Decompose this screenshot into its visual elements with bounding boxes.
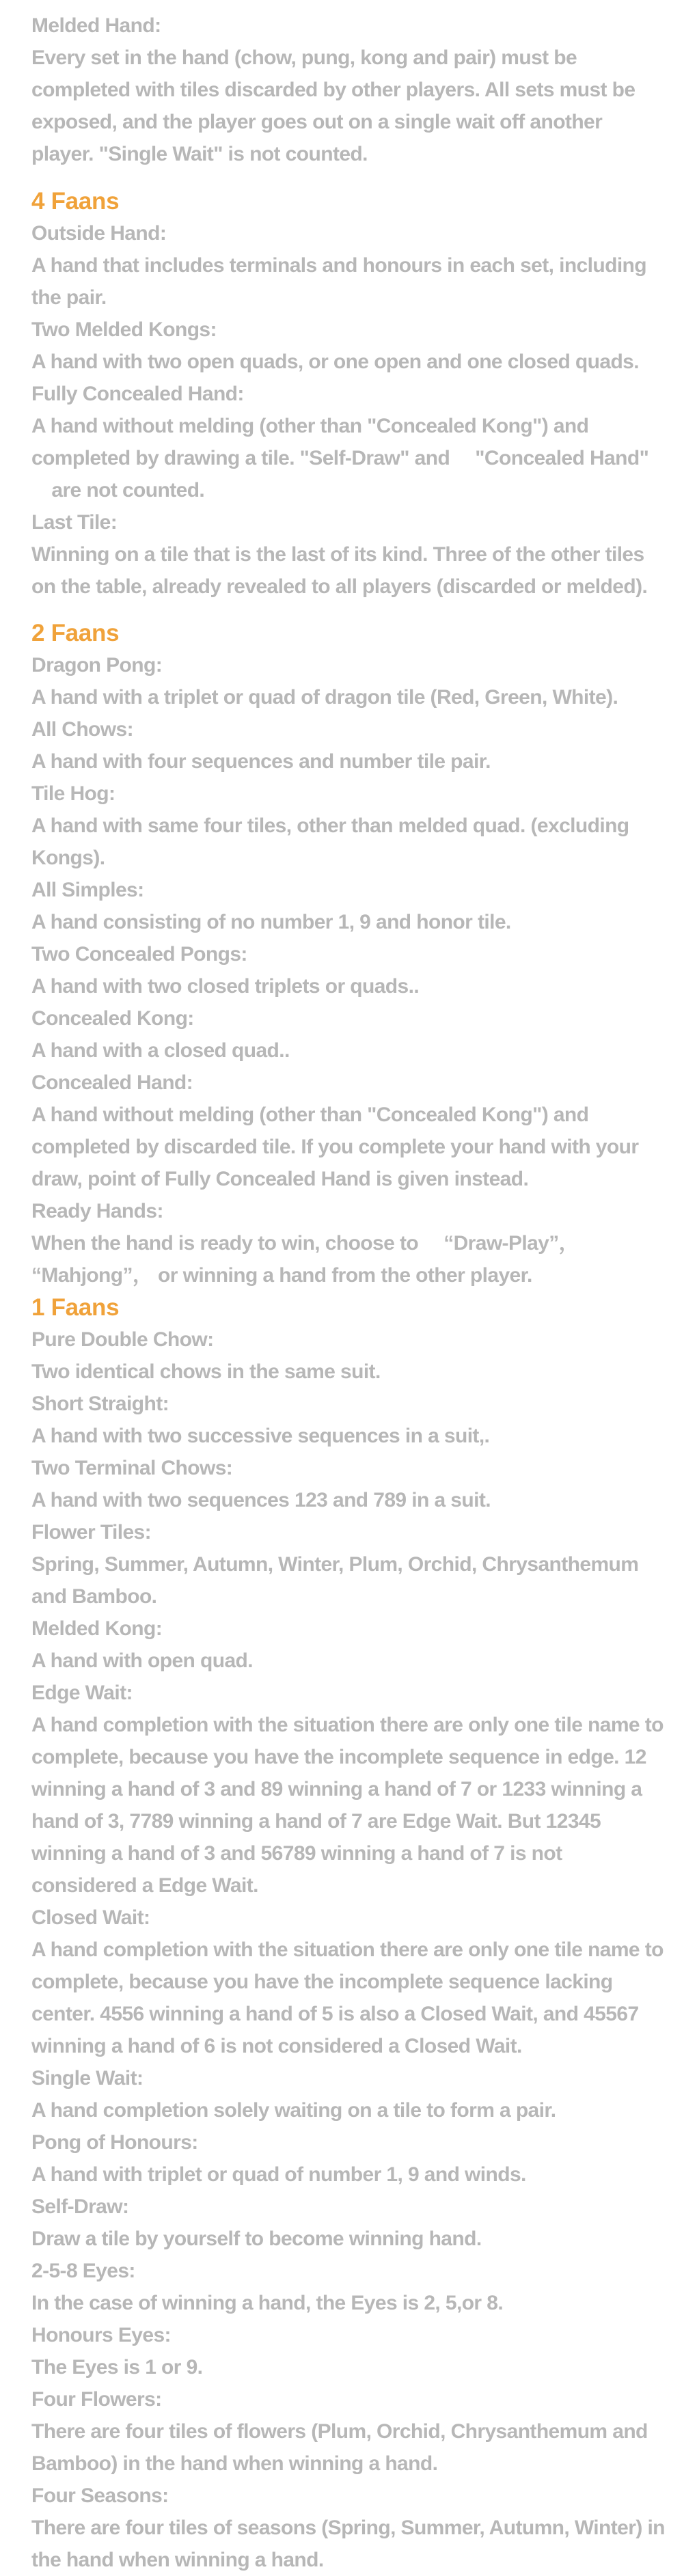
item-description: A hand without melding (other than "Concealed Kong") and completed by drawing a tile. "Self-Draw" and "Concealed Hand" are not counted. <box>31 415 649 502</box>
item-name: Single Wait: <box>31 2067 144 2089</box>
item-description: A hand completion solely waiting on a tile to form a pair. <box>31 2099 556 2122</box>
item-description: A hand with a triplet or quad of dragon tile (Red, Green, White). <box>31 686 618 709</box>
item-name: Short Straight: <box>31 1393 169 1415</box>
item-description: A hand with two sequences 123 and 789 in a suit. <box>31 1489 491 1511</box>
item-description: A hand with same four tiles, other than melded quad. (excluding Kongs). <box>31 814 629 869</box>
item-name: Melded Kong: <box>31 1617 163 1640</box>
item-name: Pong of Honours: <box>31 2131 198 2154</box>
item-name: All Simples: <box>31 879 144 901</box>
item-description: Spring, Summer, Autumn, Winter, Plum, Orchid, Chrysanthemum and Bamboo. <box>31 1553 639 1608</box>
item-description: A hand with two open quads, or one open and one closed quads. <box>31 351 639 373</box>
item-description: The Eyes is 1 or 9. <box>31 2356 203 2379</box>
item-name: Pure Double Chow: <box>31 1328 214 1351</box>
item-name: Four Flowers: <box>31 2388 162 2411</box>
item-name: Honours Eyes: <box>31 2324 171 2346</box>
item-name: Self-Draw: <box>31 2195 129 2218</box>
section-2-faans <box>31 617 667 1291</box>
rules-document <box>31 10 667 2576</box>
item-name: Closed Wait: <box>31 1906 150 1929</box>
item-description: A hand without melding (other than "Concealed Kong") and completed by discarded tile. If you complete your hand with your draw, point of Fully Concealed Hand is given instead. <box>31 1104 639 1190</box>
item-name: Fully Concealed Hand: <box>31 383 244 405</box>
item-description: A hand completion with the situation there are only one tile name to complete, because you have the incomplete sequence lacking center. 4556 winning a hand of 5 is also a Closed Wait, and 45567 winning a hand of 6 is not considered a Closed Wait. <box>31 1938 664 2057</box>
item-description: A hand with a closed quad.. <box>31 1039 290 1062</box>
section-1-faans <box>31 1291 667 2576</box>
item-name: Concealed Kong: <box>31 1007 194 1030</box>
item-name: Tile Hog: <box>31 782 115 805</box>
intro-block <box>31 10 667 170</box>
item-name: All Chows: <box>31 718 133 741</box>
section-heading: 4 Faans <box>31 188 120 215</box>
item-description: A hand completion with the situation there are only one tile name to complete, because you have the incomplete sequence in edge. 12 winning a hand of 3 and 89 winning a hand of 7 or 1233 winning a hand of 3, 7789 winning a hand of 7 are Edge Wait. But 12345 winning a hand of 3 and 56789 winning a hand of 7 is not considered a Edge Wait. <box>31 1714 664 1897</box>
item-description: Every set in the hand (chow, pung, kong and pair) must be completed with tiles discarded by other players. All sets must be exposed, and the player goes out on a single wait off another player. "Single Wait" is not counted. <box>31 46 636 165</box>
item-description: A hand with two closed triplets or quads.. <box>31 975 420 998</box>
section-4-faans <box>31 185 667 603</box>
spacer <box>31 170 667 185</box>
item-name: Concealed Hand: <box>31 1071 193 1094</box>
item-description: A hand with two successive sequences in a suit,. <box>31 1425 490 1447</box>
item-description: When the hand is ready to win, choose to “Draw-Play”， “Mahjong”， or winning a hand from the other player. <box>31 1232 579 1287</box>
item-name: Melded Hand: <box>31 14 161 37</box>
item-description: A hand with triplet or quad of number 1, 9 and winds. <box>31 2163 526 2186</box>
item-description: Two identical chows in the same suit. <box>31 1360 381 1383</box>
item-name: Dragon Pong: <box>31 654 163 676</box>
item-name: Four Seasons: <box>31 2484 169 2507</box>
item-name: Edge Wait: <box>31 1682 133 1704</box>
section-heading: 1 Faans <box>31 1294 120 1321</box>
section-heading: 2 Faans <box>31 620 120 646</box>
item-name: Ready Hands: <box>31 1200 163 1222</box>
item-name: Outside Hand: <box>31 222 167 245</box>
item-name: Last Tile: <box>31 511 118 534</box>
item-name: Two Concealed Pongs: <box>31 943 247 965</box>
item-name: Flower Tiles: <box>31 1521 152 1544</box>
item-name: Two Terminal Chows: <box>31 1457 233 1479</box>
item-description: There are four tiles of flowers (Plum, Orchid, Chrysanthemum and Bamboo) in the hand when winning a hand. <box>31 2420 648 2475</box>
item-description: A hand that includes terminals and honours in each set, including the pair. <box>31 254 647 309</box>
item-name: Two Melded Kongs: <box>31 318 217 341</box>
item-description: A hand with four sequences and number tile pair. <box>31 750 491 773</box>
item-description: Draw a tile by yourself to become winning hand. <box>31 2228 482 2250</box>
item-description: A hand with open quad. <box>31 1649 253 1672</box>
spacer <box>31 603 667 617</box>
item-description: Winning on a tile that is the last of its kind. Three of the other tiles on the table, already revealed to all players (discarded or melded). <box>31 543 648 598</box>
item-description: In the case of winning a hand, the Eyes is 2, 5,or 8. <box>31 2292 504 2314</box>
item-description: A hand consisting of no number 1, 9 and honor tile. <box>31 911 511 933</box>
item-description: There are four tiles of seasons (Spring, Summer, Autumn, Winter) in the hand when winning a hand. <box>31 2517 665 2571</box>
item-name: 2-5-8 Eyes: <box>31 2260 135 2282</box>
